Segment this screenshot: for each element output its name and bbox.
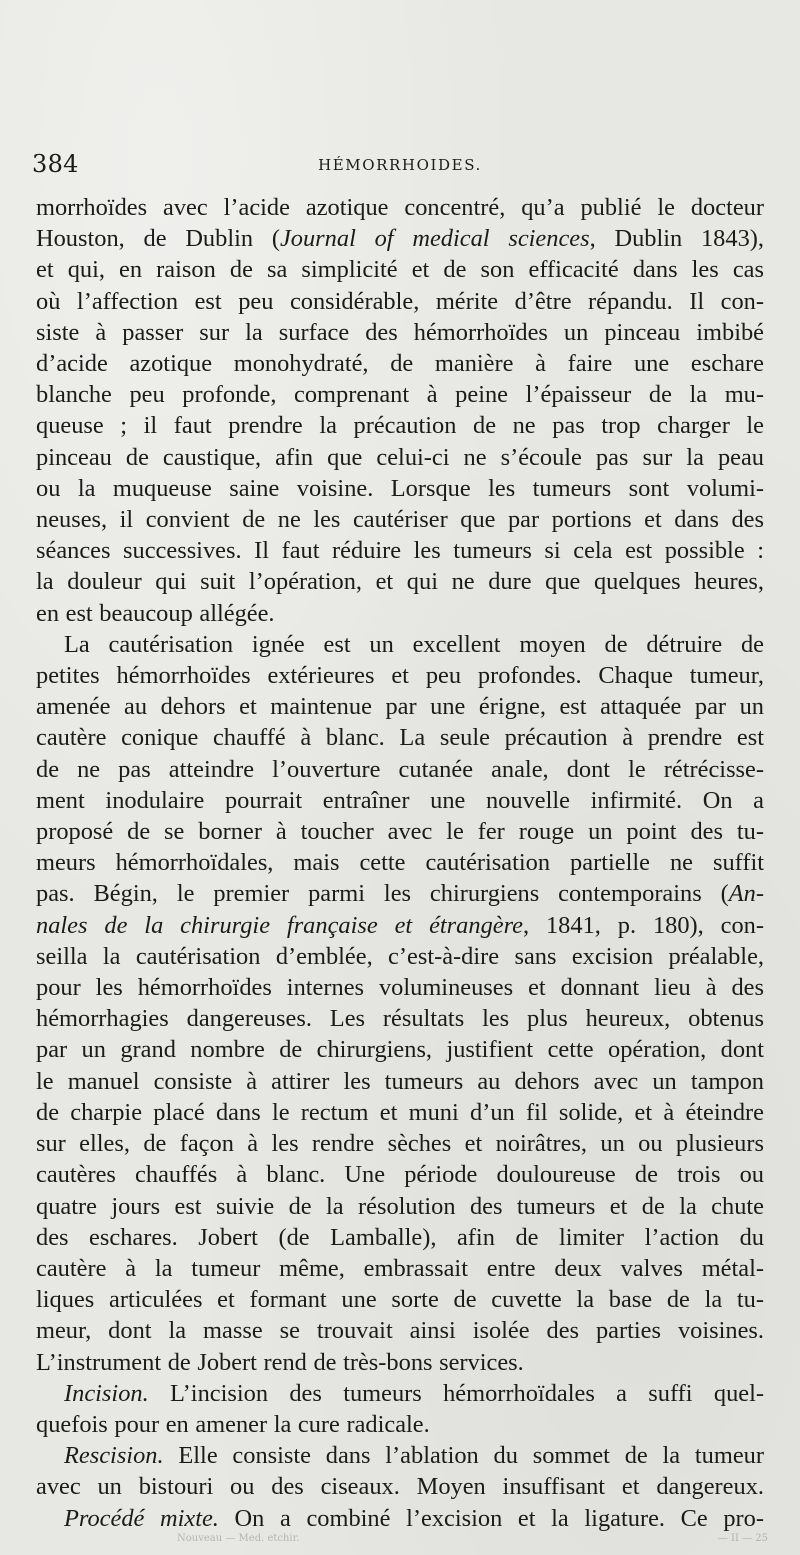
text-line: avec un bistouri ou des ciseaux. Moyen insuffisant et dangereux. bbox=[36, 1473, 764, 1501]
text-line: d’acide azotique monohydraté, de manière à faire une eschare bbox=[36, 350, 764, 378]
paragraph-start: La cautérisation ignée est un excellent moyen de détruire de bbox=[64, 630, 764, 658]
text-line: de charpie placé dans le rectum et muni d’un fil solide, et à éteindre bbox=[36, 1098, 764, 1126]
paragraph-start: Procédé mixte. On a combiné l’excision et la ligature. Ce pro- bbox=[64, 1504, 764, 1532]
text-line: de ne pas atteindre l’ouverture cutanée anale, dont le rétrécisse- bbox=[36, 755, 764, 783]
text-line: cautère à la tumeur même, embrassait entre deux valves métal- bbox=[36, 1254, 764, 1282]
paragraph-start: Rescision. Elle consiste dans l’ablation du sommet de la tumeur bbox=[64, 1442, 764, 1470]
text-line: queuse ; il faut prendre la précaution de ne pas trop charger le bbox=[36, 412, 764, 440]
text-line: morrhoïdes avec l’acide azotique concentré, qu’a publié le docteur bbox=[36, 194, 764, 221]
text-line: quatre jours est suivie de la résolution des tumeurs et de la chute bbox=[36, 1192, 764, 1220]
text-line: hémorrhagies dangereuses. Les résultats les plus heureux, obtenus bbox=[36, 1005, 764, 1033]
text-line: neuses, il convient de ne les cautériser que par portions et dans des bbox=[36, 506, 764, 534]
text-line: des eschares. Jobert (de Lamballe), afin de limiter l’action du bbox=[36, 1223, 764, 1251]
text-line: meur, dont la masse se trouvait ainsi isolée des parties voisines. bbox=[36, 1317, 764, 1345]
page-number: 384 bbox=[32, 150, 79, 178]
text-line: la douleur qui suit l’opération, et qui ne dure que quelques heures, bbox=[36, 568, 764, 596]
text-line: proposé de se borner à toucher avec le fer rouge un point des tu- bbox=[36, 818, 764, 846]
text-line: en est beaucoup allégée. bbox=[36, 599, 275, 627]
page-footer bbox=[32, 1533, 768, 1549]
text-line: ment inodulaire pourrait entraîner une nouvelle infirmité. On a bbox=[36, 786, 764, 814]
body-text bbox=[36, 192, 764, 1534]
text-line: meurs hémorrhoïdales, mais cette cautérisation partielle ne suffit bbox=[36, 849, 764, 877]
text-line: ou la muqueuse saine voisine. Lorsque les tumeurs sont volumi- bbox=[36, 474, 764, 502]
text-line: cautères chauffés à blanc. Une période douloureuse de trois ou bbox=[36, 1161, 764, 1189]
text-line: seilla la cautérisation d’emblée, c’est-à-dire sans excision préalable, bbox=[36, 942, 764, 970]
text-line: et qui, en raison de sa simplicité et de son efficacité dans les cas bbox=[36, 256, 764, 284]
section-label-procede-mixte: Procédé mixte. bbox=[64, 1504, 219, 1532]
text-line: amenée au dehors et maintenue par une érigne, est attaquée par un bbox=[36, 693, 764, 721]
text-line: siste à passer sur la surface des hémorrhoïdes un pinceau imbibé bbox=[36, 318, 764, 346]
text-line: petites hémorrhoïdes extérieures et peu profondes. Chaque tumeur, bbox=[36, 662, 764, 690]
text-line: le manuel consiste à attirer les tumeurs au dehors avec un tampon bbox=[36, 1067, 764, 1095]
text-line: pour les hémorrhoïdes internes volumineuses et donnant lieu à des bbox=[36, 974, 764, 1002]
annales-title-start: An- bbox=[728, 880, 764, 908]
text-line: L’instrument de Jobert rend de très-bons services. bbox=[36, 1348, 524, 1376]
section-label-incision: Incision. bbox=[64, 1379, 149, 1407]
text-line: séances successives. Il faut réduire les tumeurs si cela est possible : bbox=[36, 537, 764, 565]
footer-sheet-mark: — II — 25 bbox=[717, 1533, 768, 1544]
text-line: nales de la chirurgie française et étrangère, 1841, p. 180), con- bbox=[36, 911, 764, 939]
annales-title-end: nales de la chirurgie française et étrangère bbox=[36, 911, 523, 939]
page-header bbox=[32, 150, 768, 182]
text-line: sur elles, de façon à les rendre sèches et noirâtres, un ou plusieurs bbox=[36, 1130, 764, 1158]
text-line: quefois pour en amener la cure radicale. bbox=[36, 1410, 430, 1438]
text-line: cautère conique chauffé à blanc. La seule précaution à prendre est bbox=[36, 724, 764, 752]
footer-signature: Nouveau — Med. etchir. bbox=[177, 1533, 300, 1544]
running-head: HÉMORRHOIDES. bbox=[318, 156, 482, 174]
paragraph-start: Incision. L’incision des tumeurs hémorrhoïdales a suffi quel- bbox=[64, 1379, 764, 1407]
text-line: pinceau de caustique, afin que celui-ci ne s’écoule pas sur la peau bbox=[36, 443, 764, 471]
text-line: pas. Bégin, le premier parmi les chirurgiens contemporains (An- bbox=[36, 880, 764, 908]
journal-title: Journal of medical sciences bbox=[279, 225, 590, 253]
section-label-rescision: Rescision. bbox=[64, 1442, 164, 1470]
text-line: où l’affection est peu considérable, mérite d’être répandu. Il con- bbox=[36, 287, 764, 315]
text-line: Houston, de Dublin (Journal of medical sciences, Dublin 1843), bbox=[36, 225, 764, 253]
text-line: liques articulées et formant une sorte de cuvette la base de la tu- bbox=[36, 1286, 764, 1314]
text-line: par un grand nombre de chirurgiens, justifient cette opération, dont bbox=[36, 1036, 764, 1064]
text-line: blanche peu profonde, comprenant à peine l’épaisseur de la mu- bbox=[36, 381, 764, 409]
